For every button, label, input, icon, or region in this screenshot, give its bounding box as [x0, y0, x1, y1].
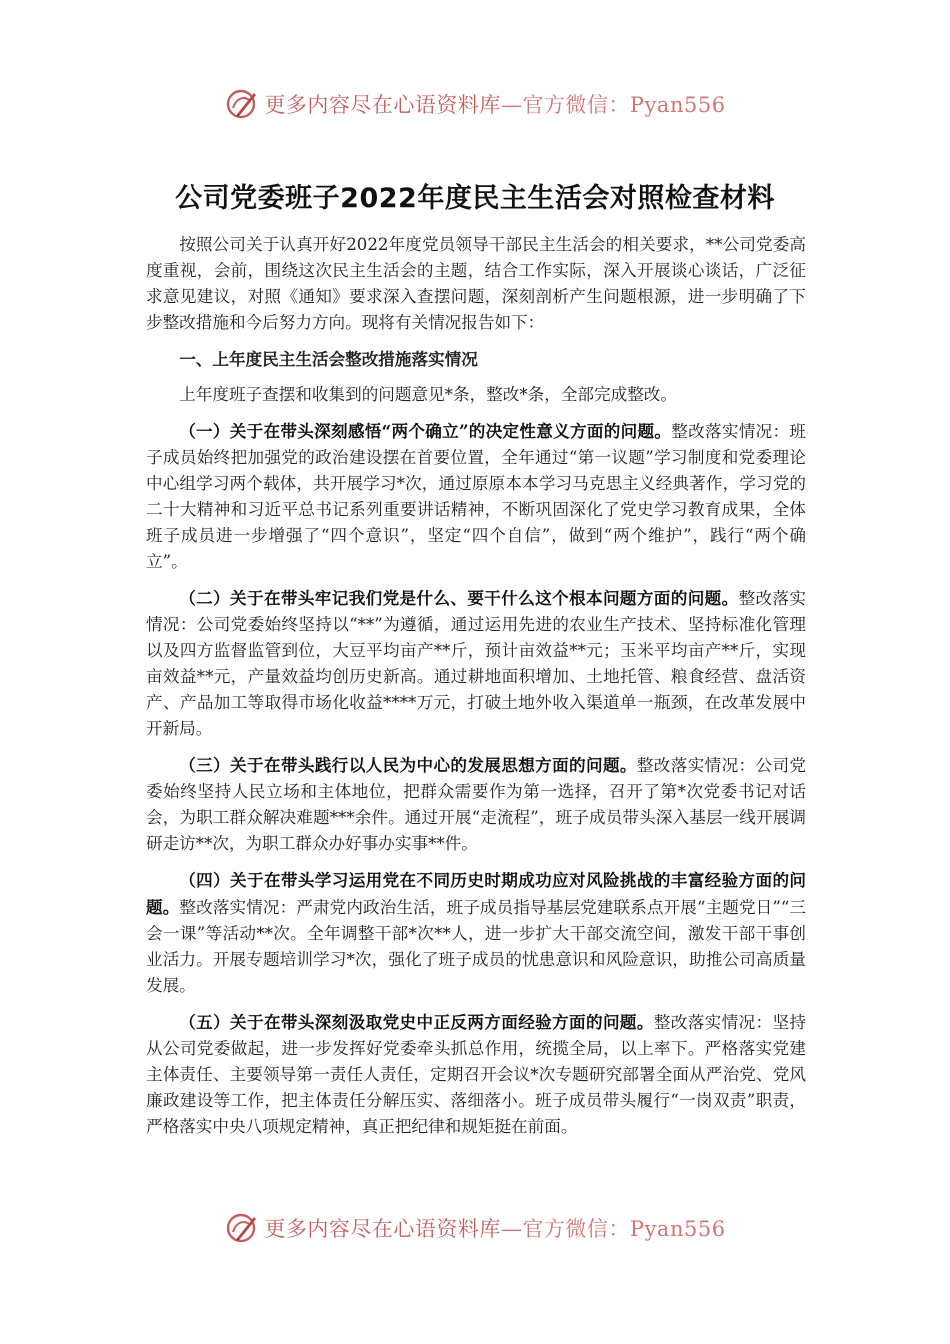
item-lead-3: （三）关于在带头践行以人民为中心的发展思想方面的问题。 [179, 755, 637, 775]
banner-text [264, 1213, 725, 1243]
banner-main-text: 更多内容尽在心语资料库 [264, 93, 501, 117]
section-summary: 上年度班子查摆和收集到的问题意见*条，整改*条，全部完成整改。 [179, 385, 677, 404]
banner-text [264, 89, 725, 119]
item-lead-2: （二）关于在带头牢记我们党是什么、要干什么这个根本问题方面的问题。 [179, 588, 739, 608]
item-lead-1: （一）关于在带头深刻感悟“两个确立”的决定性意义方面的问题。 [179, 421, 672, 441]
banner-wechat-text: —官方微信：Pyan556 [500, 1217, 726, 1241]
item-body-5: 整改落实情况：坚持从公司党委做起，进一步发挥好党委牵头抓总作用，统揽全局，以上率下。严格落实党建主体责任、主要领导第一责任人责任，定期召开会议*次专题研究部署全面从严治党、党风廉政建设等工作，把主体责任分解压实、落细落小。班子成员带头履行“一岗双责”职责，严格落实中央八项规定精神，真正把纪律和规矩挺在前面。 [146, 1013, 807, 1136]
item-lead-5: （五）关于在带头深刻汲取党史中正反两方面经验方面的问题。 [179, 1012, 654, 1032]
intro-paragraph: 按照公司关于认真开好2022年度党员领导干部民主生活会的相关要求，**公司党委高度重视，会前，围绕这次民主生活会的主题，结合工作实际，深入开展谈心谈话，广泛征求意见建议，对照《通知》要求深入查摆问题，深刻剖析产生问题根源，进一步明确了下步整改措施和今后努力方向。现将有关情况报告如下： [146, 235, 806, 332]
pen-swirl-logo-icon [224, 86, 260, 122]
item-body-3: 整改落实情况：公司党委始终坚持人民立场和主体地位，把群众需要作为第一选择，召开了第*次党委书记对话会，为职工群众解决难题***余件。通过开展“走流程”，班子成员带头深入基层一线开展调研走访**次，为职工群众办好事办实事**件。 [146, 756, 807, 853]
item-lead-4: （四）关于在带头学习运用党在不同历史时期成功应对风险挑战的丰富经验方面的问题。 [146, 870, 806, 917]
item-body-1: 整改落实情况：班子成员始终把加强党的政治建设摆在首要位置，全年通过“第一议题”学习制度和党委理论中心组学习两个载体，共开展学习*次，通过原原本本学习马克思主义经典著作，学习党的二十大精神和习近平总书记系列重要讲话精神，不断巩固深化了党史学习教育成果，全体班子成员进一步增强了“四个意识”，坚定“四个自信”，做到“两个维护”，践行“两个确立”。 [146, 422, 807, 571]
item-body-2: 整改落实情况：公司党委始终坚持以“**”为遵循，通过运用先进的农业生产技术、坚持标准化管理以及四方监督监管到位，大豆平均亩产**斤，预计亩效益**元；玉米平均亩产**斤，实现亩效益**元，产量效益均创历史新高。通过耕地面积增加、土地托管、粮食经营、盘活资产、产品加工等取得市场化收益****万元，打破土地外收入渠道单一瓶颈，在改革发展中开新局。 [146, 589, 807, 738]
banner-main-text: 更多内容尽在心语资料库 [264, 1217, 501, 1241]
item-paragraph-5 [146, 1009, 806, 1140]
header-banner [0, 84, 950, 124]
item-paragraph-2 [146, 585, 806, 742]
item-paragraph-1 [146, 418, 806, 575]
footer-banner [0, 1208, 950, 1248]
banner-wechat-text: —官方微信：Pyan556 [500, 93, 726, 117]
section-heading: 一、上年度民主生活会整改措施落实情况 [179, 349, 478, 369]
item-body-4: 整改落实情况：严肃党内政治生活，班子成员指导基层党建联系点开展“主题党日”“三会一课”等活动**次。全年调整干部*次**人，进一步扩大干部交流空间，激发干部干事创业活力。开展专题培训学习*次，强化了班子成员的忧患意识和风险意识，助推公司高质量发展。 [146, 898, 807, 995]
document-body [146, 232, 806, 1150]
document-title: 公司党委班子2022年度民主生活会对照检查材料 [175, 183, 775, 214]
pen-swirl-logo-icon [224, 1210, 260, 1246]
item-paragraph-3 [146, 752, 806, 857]
item-paragraph-4 [146, 867, 806, 999]
